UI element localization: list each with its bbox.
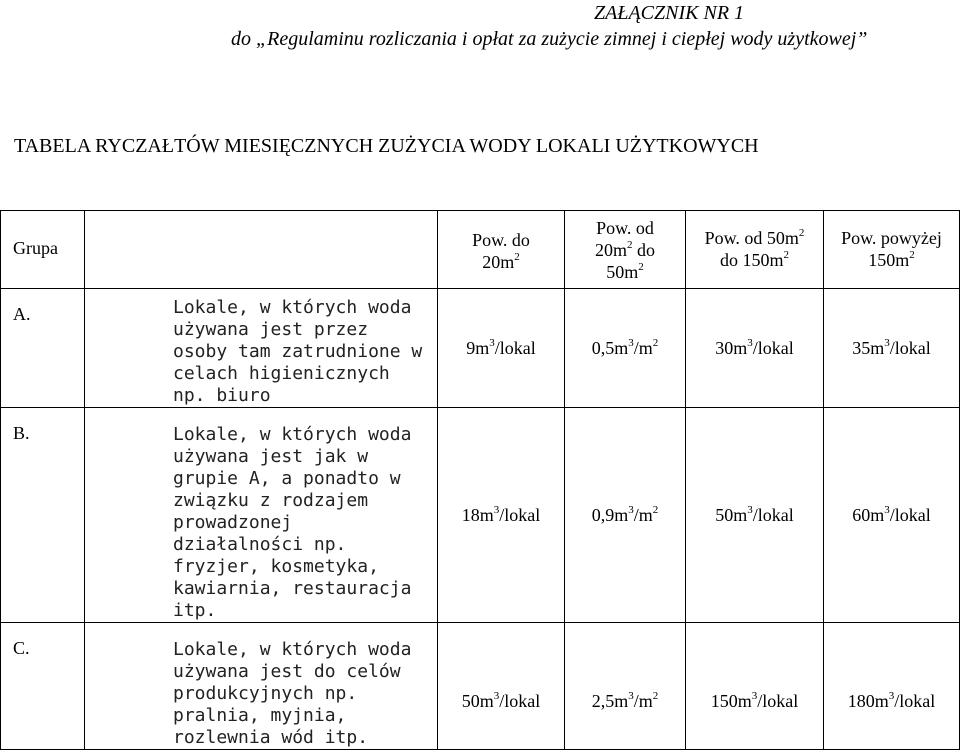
rate-20-to-50: $2,5m^3/m^2$ bbox=[565, 623, 686, 750]
group-label: B. bbox=[1, 408, 85, 623]
flat-rate-table bbox=[0, 210, 960, 750]
rate-above-150: $35m^3$/lokal bbox=[824, 289, 960, 408]
col-header-above-150: Pow. powyżej $150m^2$ bbox=[824, 211, 960, 289]
description-header bbox=[85, 211, 438, 289]
rate-50-to-150: $30m^3$/lokal bbox=[686, 289, 824, 408]
attachment-title: ZAŁĄCZNIK NR 1 bbox=[594, 2, 745, 24]
group-header: Grupa bbox=[1, 211, 85, 289]
rate-20-to-50: $0,9m^3/m^2$ bbox=[565, 408, 686, 623]
table-row bbox=[1, 408, 960, 623]
group-label: A. bbox=[1, 289, 85, 408]
rate-50-to-150: $50m^3$/lokal bbox=[686, 408, 824, 623]
rate-20-to-50: $0,5m^3/m^2$ bbox=[565, 289, 686, 408]
page-title: TABELA RYCZAŁTÓW MIESIĘCZNYCH ZUŻYCIA WODY LOKALI UŻYTKOWYCH bbox=[14, 135, 759, 157]
regulation-subtitle: do „Regulaminu rozliczania i opłat za zużycie zimnej i ciepłej wody użytkowej” bbox=[231, 28, 868, 50]
group-description: Lokale, w których woda używana jest przez osoby tam zatrudnione w celach higienicznych np. biuro bbox=[85, 289, 438, 408]
rate-up-to-20: $9m^3$/lokal bbox=[438, 289, 565, 408]
table-row bbox=[1, 623, 960, 750]
table-row bbox=[1, 289, 960, 408]
group-label: C. bbox=[1, 623, 85, 750]
col-header-up-to-20: Pow. do $20m^2$ bbox=[438, 211, 565, 289]
rate-50-to-150: $150m^3$/lokal bbox=[686, 623, 824, 750]
group-description: Lokale, w których woda używana jest jak w grupie A, a ponadto w związku z rodzajem prowadzonej działalności np. fryzjer, kosmetyka, kawiarnia, restauracja itp. bbox=[85, 408, 438, 623]
rate-above-150: $60m^3$/lokal bbox=[824, 408, 960, 623]
col-header-20-to-50: Pow. od $20m^2$ do $50m^2$ bbox=[565, 211, 686, 289]
table-header-row bbox=[1, 211, 960, 289]
rate-up-to-20: $18m^3$/lokal bbox=[438, 408, 565, 623]
group-description: Lokale, w których woda używana jest do celów produkcyjnych np. pralnia, myjnia, rozlewnia wód itp. bbox=[85, 623, 438, 750]
rate-above-150: $180m^3$/lokal bbox=[824, 623, 960, 750]
rate-up-to-20: $50m^3$/lokal bbox=[438, 623, 565, 750]
col-header-50-to-150: Pow. od $50m^2$ do $150m^2$ bbox=[686, 211, 824, 289]
